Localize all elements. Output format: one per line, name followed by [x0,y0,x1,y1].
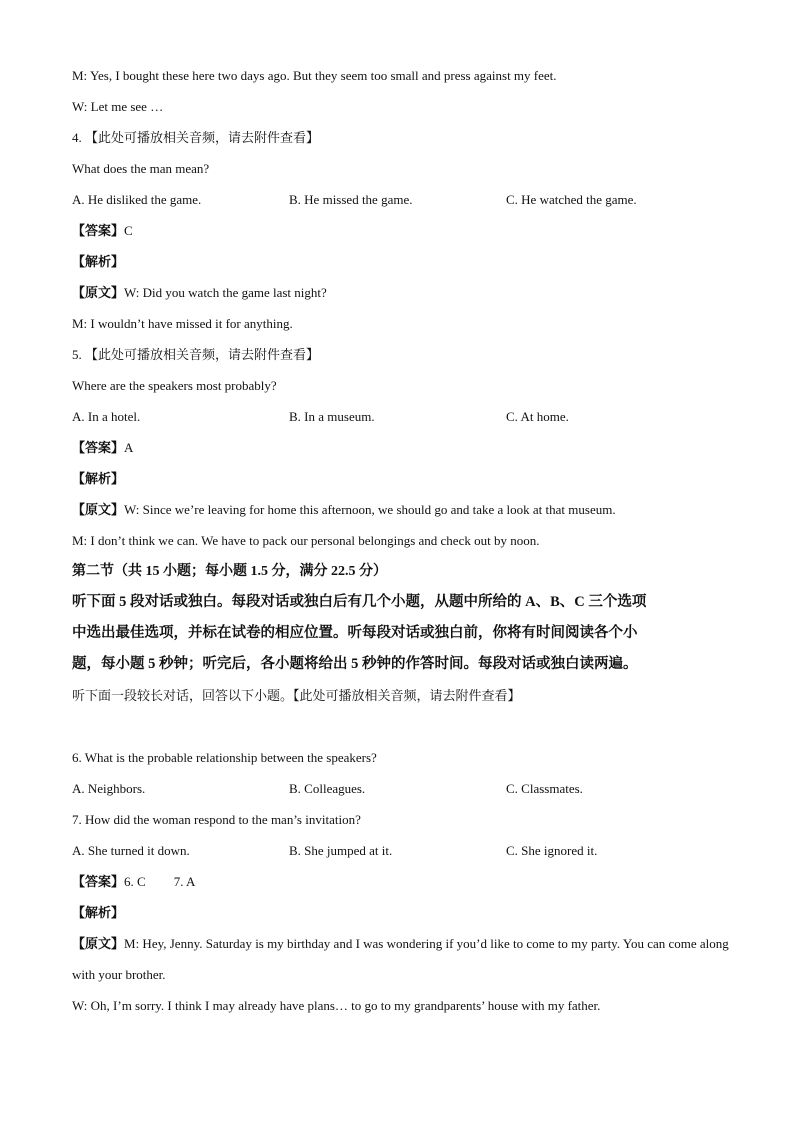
question-7-text: 7. How did the woman respond to the man’s invitation? [72,812,361,827]
question-4-text: What does the man mean? [72,161,210,176]
original-text: W: Did you watch the game last night? [124,285,327,300]
question-4-header: 4. 【此处可播放相关音频，请去附件查看】 [72,130,320,145]
original-tag: 【原文】 [72,285,125,300]
section-2-title: 第二节（共 15 小题；每小题 1.5 分，满分 22.5 分） [72,564,387,579]
option-a: A. She turned it down. [72,843,190,858]
analysis-tag: 【解析】 [72,471,125,486]
option-b: B. He missed the game. [289,192,413,207]
instructions-line: 中选出最佳选项，并标在试卷的相应位置。听每段对话或独白前，你将有时间阅读各个小 [72,625,638,641]
instructions-line: 听下面 5 段对话或独白。每段对话或独白后有几个小题，从题中所给的 A、B、C 三个选项 [72,594,647,610]
listening-prompt: 听下面一段较长对话，回答以下小题。【此处可播放相关音频，请去附件查看】 [72,688,521,703]
answer-value: C [124,223,133,238]
question-6-options [72,773,732,804]
answer-tag: 【答案】 [72,223,125,238]
analysis-tag: 【解析】 [72,254,125,269]
original-tag: 【原文】 [72,936,125,951]
question-4-options [72,184,732,215]
dialogue-line: M: Yes, I bought these here two days ago. But they seem too small and press against my feet. [72,68,557,83]
original-text-line [72,928,732,990]
question-5-options [72,401,732,432]
answer-value: A [124,440,134,455]
analysis-tag: 【解析】 [72,905,125,920]
answer-value-6: 6. C [124,874,146,889]
answer-line [72,215,732,246]
question-5-text: Where are the speakers most probably? [72,378,277,393]
answer-value-7: 7. A [173,874,196,889]
option-a: A. In a hotel. [72,409,141,424]
original-text-line [72,277,732,308]
option-c: C. She ignored it. [506,843,598,858]
option-a: A. He disliked the game. [72,192,202,207]
dialogue-line: W: Oh, I’m sorry. I think I may already have plans… to go to my grandparents’ house with my father. [72,998,601,1013]
answer-line [72,866,732,897]
answer-tag: 【答案】 [72,874,125,889]
option-b: B. Colleagues. [289,781,366,796]
question-7-options [72,835,732,866]
instructions-line: 题，每小题 5 秒钟；听完后，各小题将给出 5 秒钟的作答时间。每段对话或独白读两遍。 [72,656,638,672]
option-c: C. Classmates. [506,781,583,796]
dialogue-line: M: I wouldn’t have missed it for anything. [72,316,293,331]
original-text-line [72,494,732,525]
dialogue-line: M: I don’t think we can. We have to pack our personal belongings and check out by noon. [72,533,540,548]
option-c: C. He watched the game. [506,192,637,207]
question-5-header: 5. 【此处可播放相关音频，请去附件查看】 [72,347,320,362]
option-a: A. Neighbors. [72,781,146,796]
option-b: B. She jumped at it. [289,843,393,858]
document-page [72,60,732,1021]
answer-line [72,432,732,463]
spacer [72,711,732,742]
dialogue-line: W: Let me see … [72,99,164,114]
option-b: B. In a museum. [289,409,375,424]
original-text: W: Since we’re leaving for home this afternoon, we should go and take a look at that museum. [124,502,616,517]
original-text: M: Hey, Jenny. Saturday is my birthday and I was wondering if you’d like to come to my party. You can come along with your brother. [72,936,729,982]
question-6-text: 6. What is the probable relationship between the speakers? [72,750,377,765]
answer-tag: 【答案】 [72,440,125,455]
option-c: C. At home. [506,409,569,424]
original-tag: 【原文】 [72,502,125,517]
